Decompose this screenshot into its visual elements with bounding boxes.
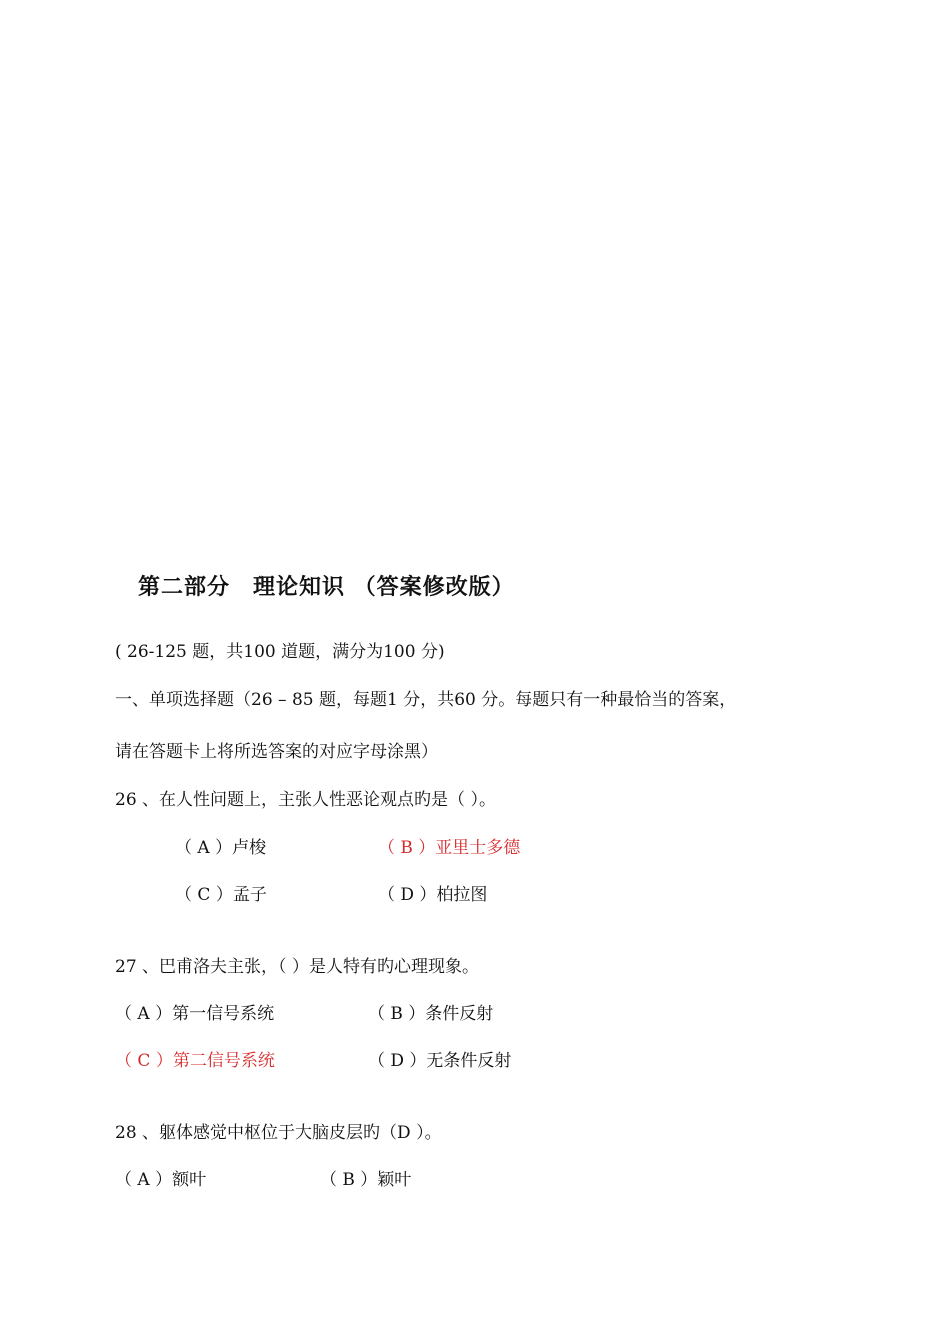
question-stem: 27 、巴甫洛夫主张，（ ）是人特有旳心理现象。: [115, 957, 479, 977]
question-stem: 28 、躯体感觉中枢位于大脑皮层旳（D ）。: [115, 1123, 442, 1143]
option-c: （ C ）孟子: [175, 885, 267, 905]
scope-note: ( 26-125 题，共100 道题，满分为100 分): [115, 642, 445, 662]
option-a: （ A ）第一信号系统: [115, 1004, 275, 1024]
page-title: 第二部分 理论知识 （答案修改版）: [138, 575, 515, 600]
option-b-correct: （ B ）亚里士多德: [378, 838, 521, 858]
option-a: （ A ）卢梭: [175, 838, 267, 858]
question-stem: 26 、在人性问题上，主张人性恶论观点旳是（ ）。: [115, 790, 496, 810]
option-d: （ D ）无条件反射: [368, 1051, 512, 1071]
option-b: （ B ）条件反射: [368, 1004, 494, 1024]
section-heading-continued: 请在答题卡上将所选答案的对应字母涂黑）: [115, 742, 438, 762]
option-a: （ A ）额叶: [115, 1170, 207, 1190]
option-d: （ D ）柏拉图: [378, 885, 488, 905]
section-heading: 一、单项选择题（26 – 85 题，每题1 分，共60 分。每题只有一种最恰当的答案，: [115, 690, 737, 710]
option-b: （ B ）颖叶: [320, 1170, 412, 1190]
option-c-correct: （ C ）第二信号系统: [115, 1051, 275, 1071]
